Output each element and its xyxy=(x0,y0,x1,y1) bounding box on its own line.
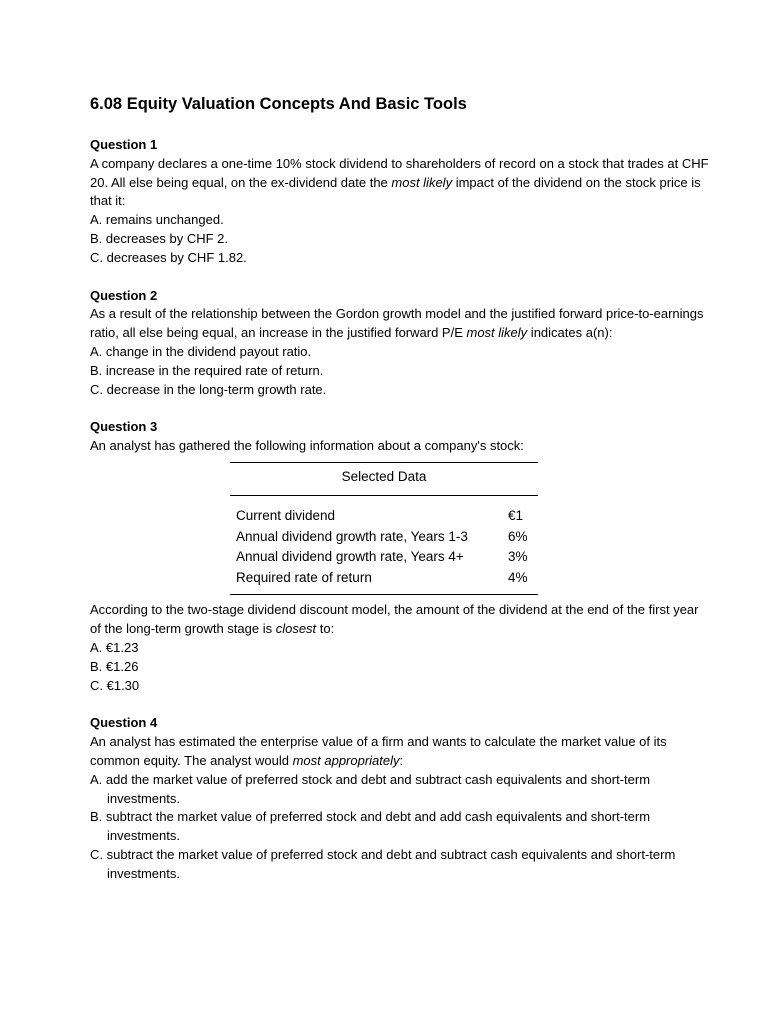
selected-data-table xyxy=(230,462,538,596)
question-2-title: Question 2 xyxy=(90,287,158,303)
question-1-stem xyxy=(90,155,710,211)
table-row-label: Annual dividend growth rate, Years 1-3 xyxy=(236,528,468,544)
page-title: 6.08 Equity Valuation Concepts And Basic Tools xyxy=(90,95,467,113)
question-4-stem-text: An analyst has estimated the enterprise value of a firm and wants to calculate the market value of its common equity. The analyst would xyxy=(90,734,667,769)
question-4-option-c: C. subtract the market value of preferred stock and debt and subtract cash equivalents and short-term investments. xyxy=(90,847,676,881)
question-1-stem-emphasis: most likely xyxy=(391,174,453,190)
question-4-stem xyxy=(90,733,710,771)
table-row-label: Current dividend xyxy=(236,508,336,524)
document-page xyxy=(90,92,710,884)
question-2-stem-emphasis: most likely xyxy=(466,325,528,341)
question-1-title: Question 1 xyxy=(90,137,158,152)
question-4-stem-text-end: : xyxy=(399,753,404,769)
question-3-option-a: A. €1.23 xyxy=(90,640,139,656)
question-2-option-a: A. change in the dividend payout ratio. xyxy=(90,343,312,359)
question-2-option-c: C. decrease in the long-term growth rate. xyxy=(90,381,327,397)
question-1-stem-text: A company declares a one-time 10% stock dividend to shareholders of record on a stock that trades at CHF 20. All else being equal, on the ex-dividend date the xyxy=(90,155,709,190)
question-2-stem-text-end: indicates a(n): xyxy=(527,325,613,341)
table-row-label: Required rate of return xyxy=(230,568,508,595)
selected-data-table-wrap xyxy=(230,462,538,596)
question-3-title: Question 3 xyxy=(90,419,158,435)
question-3-stem-text: According to the two-stage dividend discount model, the amount of the dividend at the end of the first year of the long-term growth stage is xyxy=(90,602,699,637)
question-1-option-b: B. decreases by CHF 2. xyxy=(90,230,228,246)
table-row xyxy=(230,527,538,548)
question-4-stem-emphasis: most appropriately xyxy=(292,753,400,769)
question-3-stem xyxy=(90,601,710,639)
question-1-stem-text-end: impact of the dividend on the stock price is that it: xyxy=(90,174,701,209)
question-3 xyxy=(90,418,710,695)
table-row-label: Annual dividend growth rate, Years 4+ xyxy=(236,549,464,565)
question-4-option-b: B. subtract the market value of preferred stock and debt and add cash equivalents and short-term investments. xyxy=(90,809,651,844)
table-row-value: 6% xyxy=(508,528,528,544)
selected-data-caption: Selected Data xyxy=(230,462,538,497)
question-3-stem-text-end: to: xyxy=(316,621,335,637)
question-1-option-a: A. remains unchanged. xyxy=(90,212,224,228)
table-row xyxy=(230,568,538,595)
question-3-option-c: C. €1.30 xyxy=(90,677,140,693)
question-3-option-b: B. €1.26 xyxy=(90,658,139,674)
table-row-value: €1 xyxy=(508,508,524,524)
question-4 xyxy=(90,714,710,883)
table-row xyxy=(230,496,538,527)
table-row xyxy=(230,547,538,568)
question-1 xyxy=(90,136,710,268)
question-3-intro: An analyst has gathered the following information about a company's stock: xyxy=(90,438,524,454)
question-4-option-a: A. add the market value of preferred stock and debt and subtract cash equivalents and short-term investments. xyxy=(90,771,651,806)
question-4-title: Question 4 xyxy=(90,715,158,731)
question-1-option-c: C. decreases by CHF 1.82. xyxy=(90,249,247,265)
question-3-stem-emphasis: closest xyxy=(275,621,317,637)
question-2-stem-text: As a result of the relationship between the Gordon growth model and the justified forward price-to-earnings ratio, all else being equal, an increase in the justified forward P/E xyxy=(90,306,704,341)
table-row-value: 3% xyxy=(508,549,528,565)
question-2-option-b: B. increase in the required rate of return. xyxy=(90,362,324,378)
question-2 xyxy=(90,287,710,400)
question-2-stem xyxy=(90,305,710,343)
table-row-value: 4% xyxy=(508,568,538,595)
